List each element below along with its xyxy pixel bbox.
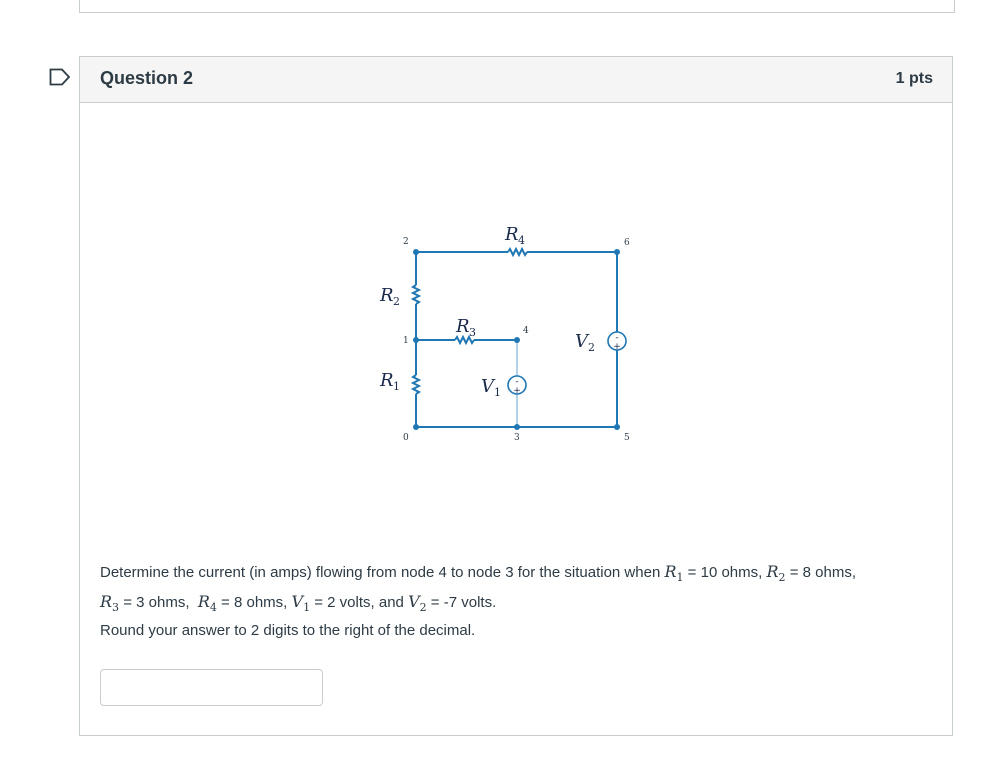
node-dot-0: [413, 424, 419, 430]
label-r1-sub: 1: [393, 380, 400, 393]
node-dot-1: [413, 337, 419, 343]
question-card: [79, 56, 953, 736]
flag-question-icon[interactable]: [49, 68, 71, 86]
node-dot-4: [514, 337, 520, 343]
label-r3: R: [456, 316, 470, 337]
answer-input[interactable]: [100, 669, 323, 706]
var-v2: $V_2$: [408, 592, 427, 615]
node-dot-5: [614, 424, 620, 430]
var-r1: $R_1$: [664, 562, 684, 585]
resistor-r2: [413, 285, 419, 304]
node-dot-2: [413, 249, 419, 255]
label-r3-sub: 3: [469, 326, 476, 339]
node-label-3: 3: [514, 433, 520, 443]
question-title: Question 2: [100, 68, 194, 88]
var-v1: $V_1$: [291, 592, 311, 615]
node-label-6: 6: [624, 238, 630, 248]
label-r2-sub: 2: [393, 295, 400, 308]
resistor-r4: [508, 249, 527, 255]
v1-plus-sign: +: [513, 386, 521, 396]
rounding-instruction: Round your answer to 2 digits to the right of the decimal.: [100, 622, 476, 639]
val-r4: = 8 ohms,: [216, 594, 292, 612]
label-v1-sub: 1: [494, 386, 501, 399]
label-v2: V: [575, 331, 588, 352]
label-v1: V: [481, 376, 494, 397]
label-r4: R: [505, 224, 519, 245]
resistor-r1: [413, 375, 419, 394]
node-dot-3: [514, 424, 520, 430]
label-r1: R: [380, 370, 394, 391]
var-r3: $R_3$: [100, 592, 120, 615]
label-r4-sub: 4: [518, 234, 525, 247]
val-v2: = -7 volts.: [426, 594, 497, 612]
val-v1: = 2 volts, and: [310, 594, 409, 612]
v2-minus-sign: -: [615, 333, 619, 343]
label-v2-sub: 2: [588, 341, 595, 354]
node-label-2: 2: [403, 237, 409, 247]
question-text: [100, 560, 930, 620]
previous-question-card: [79, 0, 955, 13]
question-points: 1 pts: [895, 70, 933, 87]
v1-minus-sign: -: [515, 377, 519, 387]
question-text-intro: Determine the current (in amps) flowing from node 4 to node 3 for the situation when: [100, 564, 665, 581]
val-r1: = 10 ohms,: [683, 564, 767, 581]
var-r2: $R_2$: [766, 562, 786, 585]
node-label-5: 5: [624, 433, 630, 443]
v2-plus-sign: +: [613, 342, 621, 352]
node-dot-6: [614, 249, 620, 255]
node-label-4: 4: [523, 326, 529, 336]
label-r2: R: [380, 285, 394, 306]
node-label-0: 0: [403, 433, 409, 443]
val-r2: = 8 ohms,: [785, 564, 856, 581]
var-r4: $R_4$: [197, 592, 217, 615]
val-r3: = 3 ohms,: [119, 594, 198, 612]
node-label-1: 1: [403, 336, 409, 346]
